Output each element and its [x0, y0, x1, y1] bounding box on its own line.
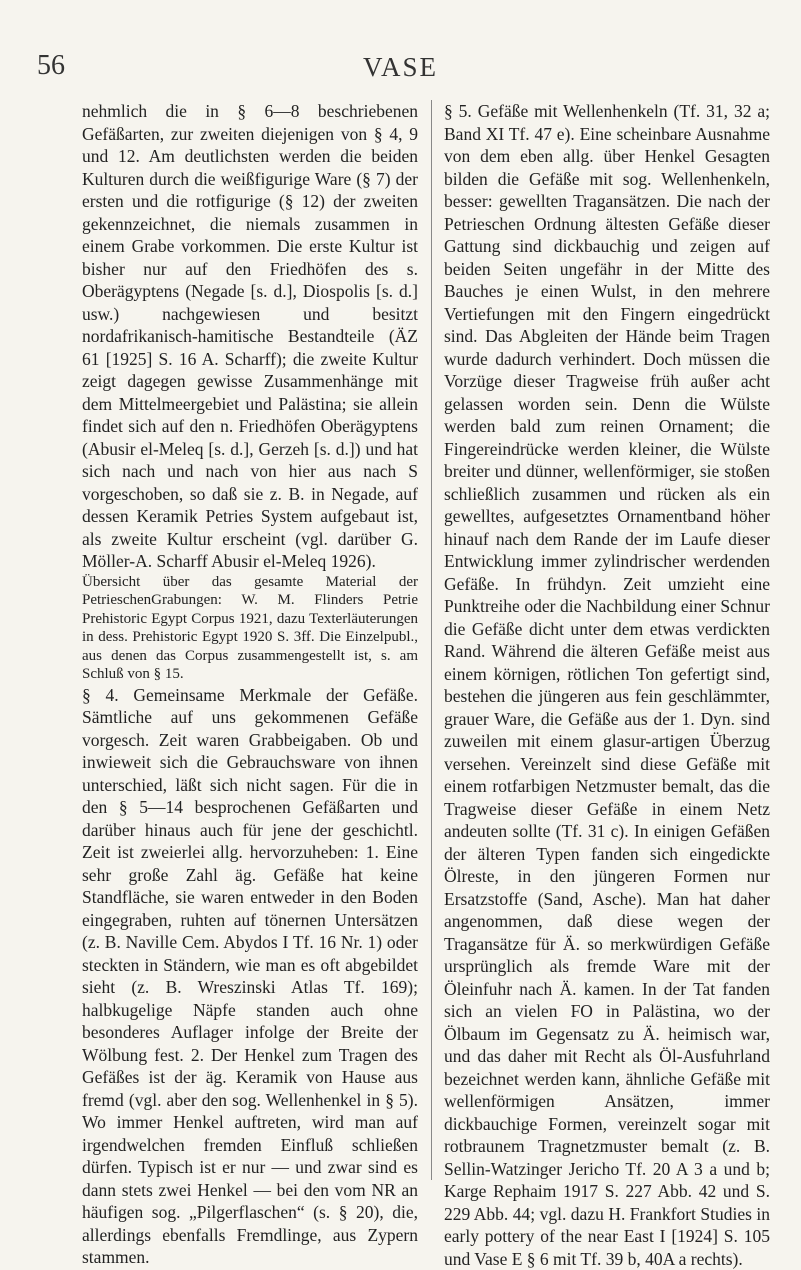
column-divider — [431, 100, 432, 1180]
left-paragraph-1: nehmlich die in § 6—8 beschriebenen Gefäßarten, zur zweiten diejenigen von § 4, 9 und 12. Am deutlichsten werden die beiden Kulturen durch die weißfigurige Ware (§ 7) der ersten und die rotfigurige (§ 12) der zweiten gekennzeichnet, die niemals zusammen in einem Grabe vorkommen. Die erste Kultur ist bisher nur auf den Friedhöfen des s. Oberägyptens (Negade [s. d.], Diospolis [s. d.] usw.) nachgewiesen und besitzt nordafrikanisch-hamitische Bestandteile (ÄZ 61 [1925] S. 16 A. Scharff); die zweite Kultur zeigt dagegen gewisse Zusammenhänge mit dem Mittelmeergebiet und Palästina; sie allein findet sich auf den n. Friedhöfen Oberägyptens (Abusir el-Meleq [s. d.], Gerzeh [s. d.]) und hat sich nach und nach von hier aus nach S vorgeschoben, so daß sie z. B. in Negade, auf dessen Keramik Petries System aufgebaut ist, als zweite Kultur erscheint (vgl. darüber G. Möller-A. Scharff Abusir el-Meleq 1926). — [82, 101, 418, 571]
left-paragraph-section-4: § 4. Gemeinsame Merkmale der Gefäße. Sämtliche auf uns gekommenen Gefäße vorgesch. Zeit waren Grabbeigaben. Ob und inwieweit sich die Gebrauchsware von ihnen unterschied, läßt sich nicht sagen. Für die in den § 5—14 besprochenen Gefäßarten und darüber hinaus auch für jene der geschichtl. Zeit ist zweierlei allg. hervorzuheben: 1. Eine sehr große Zahl äg. Gefäße hat keine Standfläche, sie waren entweder in den Boden eingegraben, ruhten auf tönernen Untersätzen (z. B. Naville Cem. Abydos I Tf. 16 Nr. 1) oder steckten in Ständern, wie man es oft abgebildet sieht (z. B. Wreszinski Atlas Tf. 169); halbkugelige Näpfe standen auch ohne besonderes Auflager infolge der Breite der Wölbung fest. 2. Der Henkel zum Tragen des Gefäßes ist der äg. Keramik von Hause aus fremd (vgl. aber den sog. Wellenhenkel in § 5). Wo immer Henkel auftreten, wird man auf irgendwelchen fremden Einfluß schließen dürfen. Typisch ist er nur — und zwar sind es dann stets zwei Henkel — bei den vom NR an häufigen sog. „Pilgerflaschen“ (s. § 20), die, allerdings ebenfalls Fremdlinge, aus Zypern stammen. — [82, 684, 418, 1267]
right-paragraph-section-5: § 5. Gefäße mit Wellenhenkeln (Tf. 31, 32 a; Band XI Tf. 47 e). Eine scheinbare Ausnahme von dem eben allg. über Henkel Gesagten bilden die Gefäße mit sog. Wellenhenkeln, besser: gewellten Tragansätzen. Die nach der Petrieschen Ordnung ältesten Gefäße dieser Gattung sind dickbauchig und zeigen auf beiden Seiten ungefähr in der Mitte des Bauches je einen Wulst, in den mehrere Vertiefungen mit den Fingern eingedrückt sind. Das Abgleiten der Hände beim Tragen wurde dadurch verhindert. Doch müssen die Vorzüge dieser Tragweise früh außer acht gelassen worden sein. Denn die Wülste werden bald zum reinen Ornament; die Fingereindrücke werden kleiner, die Wülste breiter und dünner, wellenförmiger, sie stoßen schließlich zusammen und rücken als ein gewelltes, aufgesetztes Ornamentband höher hinauf nach dem Rande der im Laufe dieser Entwicklung immer zylindrischer werdenden Gefäße. In frühdyn. Zeit umzieht eine Punktreihe oder die Nachbildung einer Schnur die Gefäße dicht unter dem etwas verdickten Rand. Während die älteren Gefäße meist aus einem körnigen, rötlichen Ton gefertigt sind, bestehen die jüngeren aus fein geschlämmter, grauer Ware, die Gefäße aus der 1. Dyn. sind zuweilen mit einem glasur-artigen Überzug versehen. Vereinzelt sind diese Gefäße mit einem rotfarbigen Netzmuster bemalt, das die Tragweise dieser Gefäße in einem Netz andeuten sollte (Tf. 31 c). In einigen Gefäßen der älteren Typen fanden sich eingedickte Ölreste, in den jüngeren Formen nur Ersatzstoffe (Sand, Asche). Man hat daher angenommen, daß diese wegen der Tragansätze für Ä. so merkwürdigen Gefäße ursprünglich als fremde Ware mit der Öleinfuhr nach Ä. kamen. In der Tat fanden sich an vielen FO in Palästina, wo der Ölbaum im Gegensatz zu Ä. heimisch war, und das daher mit Recht als Öl-Ausfuhrland bezeichnet werden kann, ähnliche Gefäße mit wellenförmigen Ansätzen, immer dickbauchige Formen, vereinzelt sogar mit rotbraunem Tragnetzmuster bemalt (z. B. Sellin-Watzinger Jericho Tf. 20 A 3 a und b; Karge Rephaim 1917 S. 227 Abb. 42 und S. 229 Abb. 44; vgl. dazu H. Frankfort Studies in early pottery of the near East I [1924] S. 105 und Vase E § 6 mit Tf. 39 b, 40A a rechts). — [444, 101, 770, 1269]
running-title: VASE — [362, 52, 439, 82]
page-number: 56 — [37, 50, 65, 81]
left-column — [82, 100, 418, 1269]
right-column — [444, 100, 770, 1270]
left-note: Übersicht über das gesamte Material der PetrieschenGrabungen: W. M. Flinders Petrie Prehistoric Egypt Corpus 1921, dazu Texterläuterungen in dess. Prehistoric Egypt 1920 S. 3ff. Die Einzelpubl., aus denen das Corpus zusammengestellt ist, s. am Schluß von § 15. — [82, 573, 418, 682]
